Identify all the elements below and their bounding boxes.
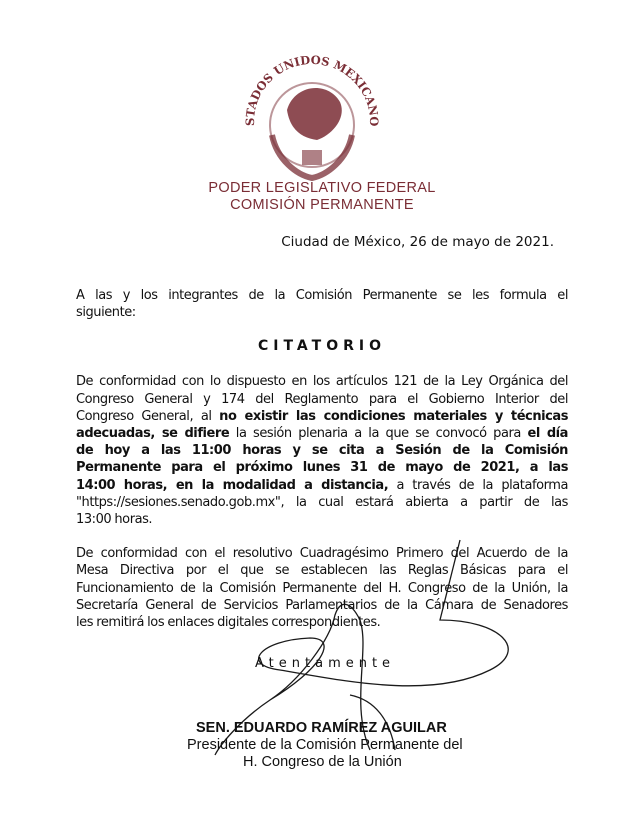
text-span: Congreso General, al [76,408,220,424]
bold-span: el día [527,426,568,442]
body-paragraph-1 [76,373,568,528]
text-line: 13:00 horas. [76,512,153,528]
bold-span: Permanente para el próximo lunes 31 de mayo de 2021, a las [76,460,568,476]
text-line: Funcionamiento de la Comisión Permanente del H. Congreso de la Unión, la [76,580,568,596]
intro-paragraph [76,287,568,321]
document-body [76,233,568,771]
text-line: De conformidad con el resolutivo Cuadragésimo Primero del Acuerdo de la [76,546,568,562]
text-span: a través de la plataforma [388,477,568,493]
intro-line: siguiente: [76,305,136,321]
text-line: De conformidad con lo dispuesto en los artículos 121 de la Ley Orgánica del [76,374,568,390]
coat-of-arms-seal [232,40,392,190]
closing-salutation: Atentamente [255,656,396,672]
intro-line: A las y los integrantes de la Comisión Permanente se les formula el [76,288,568,303]
text-line: Secretaría General de Servicios Parlamentarios de la Cámara de Senadores [76,597,568,613]
text-line: les remitirá los enlaces digitales correspondientes. [76,615,381,631]
body-paragraph-2 [76,545,568,631]
text-line [76,459,568,476]
text-line [76,442,568,459]
document-title: CITATORIO [257,338,387,355]
org-name: PODER LEGISLATIVO FEDERAL [208,180,436,196]
signature-block [76,720,568,771]
bold-span: de hoy a las 11:00 horas y se cita a Sesión de la Comisión [76,443,568,459]
seal-text: STADOS UNIDOS MEXICANO [242,52,382,127]
text-line [76,477,568,494]
document-date: Ciudad de México, 26 de mayo de 2021. [281,234,554,250]
signatory-role: Presidente de la Comisión Permanente del [187,737,463,754]
text-line [76,425,568,442]
bold-span: 14:00 horas, en la modalidad a distancia, [76,477,389,493]
text-line: "https://sesiones.senado.gob.mx", la cual estará abierta a partir de las [76,494,568,510]
text-line: Congreso General y 174 del Reglamento para el Gobierno Interior del [76,391,568,407]
bold-span: adecuadas, se difiere [76,426,230,442]
text-line: Mesa Directiva por el que se establecen las Reglas Básicas para el [76,563,568,579]
signatory-name: SEN. EDUARDO RAMÍREZ AGUILAR [196,720,447,737]
text-span: la sesión plenaria a la que se convocó para [229,426,528,442]
text-line [76,408,568,425]
signatory-institution: H. Congreso de la Unión [243,754,402,771]
org-subname: COMISIÓN PERMANENTE [230,197,414,213]
bold-span: no existir las condiciones materiales y técnicas [219,408,568,424]
